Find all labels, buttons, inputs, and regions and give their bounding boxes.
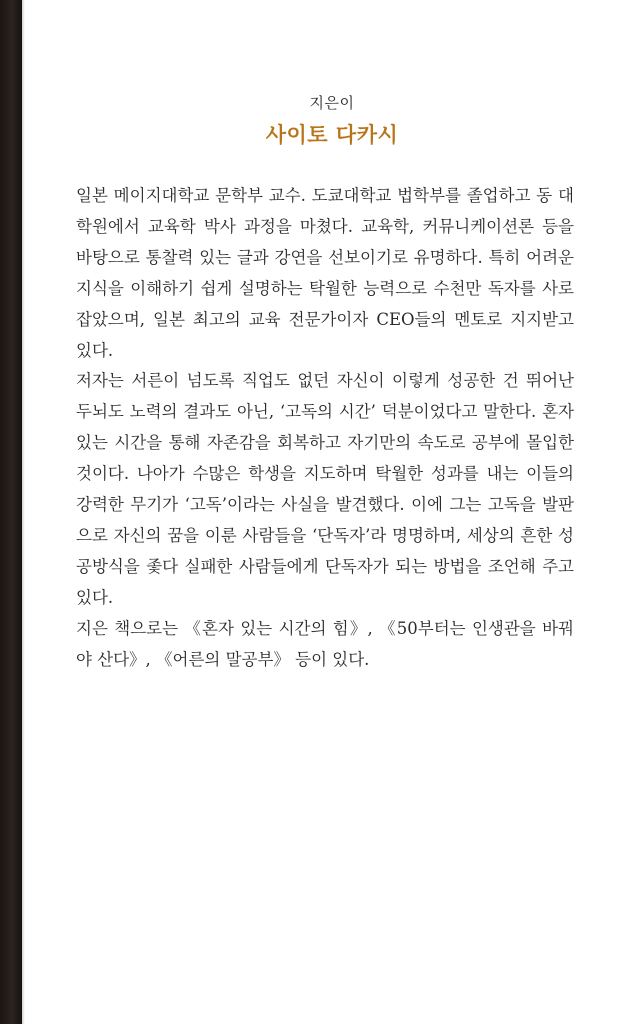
book-spine-shadow <box>0 0 22 1024</box>
author-name: 사이토 다카시 <box>265 123 399 147</box>
author-biography <box>76 181 574 676</box>
author-label: 지은이 <box>309 94 355 112</box>
bio-paragraph-2: 저자는 서른이 넘도록 직업도 없던 자신이 이렇게 성공한 건 뛰어난 두뇌도 노력의 결과도 아닌, ‘고독의 시간’ 덕분이었다고 말한다. 혼자 있는 시간을 통해 자존감을 회복하고 자기만의 속도로 공부에 몰입한 것이다. 나아가 수많은 학생을 지도하며 탁월한 성과를 내는 이들의 강력한 무기가 ‘고독’이라는 사실을 발견했다. 이에 그는 고독을 발판으로 자신의 꿈을 이룬 사람들을 ‘단독자’라 명명하며, 세상의 흔한 성공방식을 좇다 실패한 사람들에게 단독자가 되는 방법을 조언해 주고 있다. <box>76 371 574 607</box>
bio-paragraph-1: 일본 메이지대학교 문학부 교수. 도쿄대학교 법학부를 졸업하고 동 대학원에서 교육학 박사 과정을 마쳤다. 교육학, 커뮤니케이션론 등을 바탕으로 통찰력 있는 글과 강연을 선보이기로 유명하다. 특히 어려운 지식을 이해하기 쉽게 설명하는 탁월한 능력으로 수천만 독자를 사로잡았으며, 일본 최고의 교육 전문가이자 CEO들의 멘토로 지지받고 있다. <box>76 186 574 360</box>
bio-paragraph-3: 지은 책으로는 《혼자 있는 시간의 힘》, 《50부터는 인생관을 바꿔야 산다》, 《어른의 말공부》 등이 있다. <box>76 618 574 669</box>
book-page <box>22 0 642 1024</box>
